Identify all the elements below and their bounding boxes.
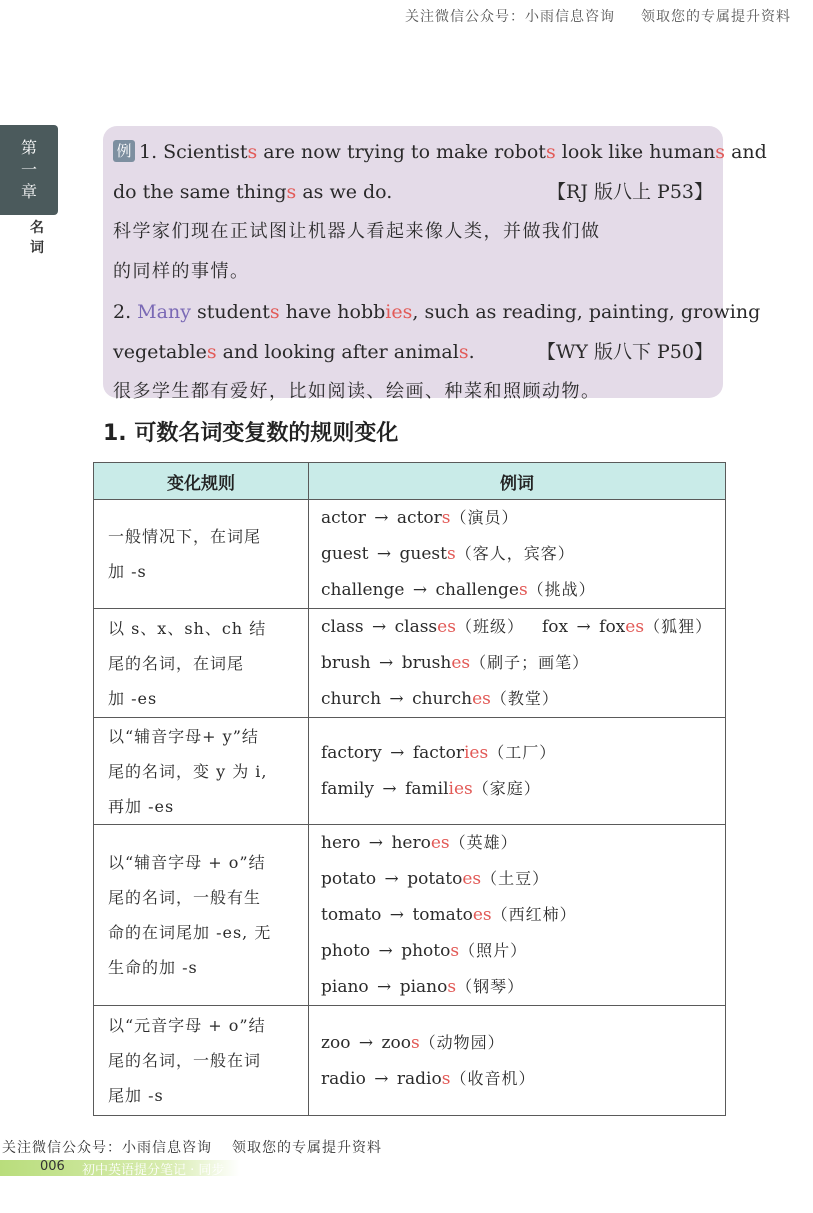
translation: （动物园） — [419, 1032, 505, 1052]
example-line — [321, 645, 717, 681]
bottom-banner-right: 领取您的专属提升资料 — [232, 1140, 382, 1156]
rule-text: 加 -es — [108, 688, 158, 708]
table-row — [94, 718, 726, 825]
plural-stem: challenge — [435, 580, 519, 600]
plural-stem: guest — [399, 544, 447, 564]
sentence-text: as we do. — [296, 181, 393, 203]
bottom-banner — [2, 1137, 382, 1157]
translation: （挑战） — [527, 580, 596, 599]
bottom-banner-left: 关注微信公众号：小雨信息咨询 — [2, 1140, 212, 1156]
example-2-line-1 — [113, 292, 761, 332]
example-line — [321, 861, 717, 897]
plural-ending: s — [247, 141, 258, 163]
rule-cell — [94, 825, 309, 1006]
sentence-text: and looking after animal — [216, 341, 459, 363]
arrow-icon: → — [571, 617, 597, 637]
translation: （土豆） — [481, 869, 550, 888]
table-row — [94, 609, 726, 718]
example-line — [321, 735, 717, 771]
plural-stem: piano — [399, 977, 448, 997]
example-2-translation: 很多学生都有爱好，比如阅读、绘画、种菜和照顾动物。 — [113, 381, 601, 402]
sentence-text: . — [468, 341, 475, 363]
singular-word: church — [321, 689, 382, 709]
arrow-icon: → — [371, 544, 397, 564]
rule-text: 以 s、x、sh、ch 结 — [108, 618, 267, 638]
plural-ending: s — [545, 141, 556, 163]
plural-rules-table — [93, 462, 726, 1116]
arrow-icon: → — [377, 779, 403, 799]
plural-ending: es — [472, 905, 492, 925]
example-1-translation-2: 的同样的事情。 — [113, 261, 250, 282]
example-line — [321, 572, 717, 608]
example-1-source: 【RJ 版八上 P53】 — [547, 181, 713, 203]
singular-word: radio — [321, 1068, 366, 1089]
example-line — [321, 1025, 717, 1061]
example-line — [321, 1061, 717, 1097]
plural-ending: es — [430, 833, 450, 853]
plural-stem: church — [412, 689, 473, 709]
plural-ending: es — [625, 617, 645, 637]
sentence-text: have hobb — [279, 301, 386, 323]
rule-cell — [94, 718, 309, 825]
arrow-icon: → — [407, 580, 433, 600]
sentence-text: 1. Scientist — [139, 141, 248, 163]
plural-stem: potato — [407, 869, 463, 889]
sentence-text: and — [725, 141, 767, 163]
rule-text: 加 -s — [108, 562, 147, 581]
sentence-text: vegetable — [113, 341, 207, 363]
singular-word: potato — [321, 869, 377, 889]
plural-ending: s — [715, 141, 726, 163]
table-row — [94, 825, 726, 1006]
translation: （狐狸） — [644, 617, 713, 636]
example-line — [321, 609, 717, 645]
chapter-tab-char: 一 — [20, 160, 37, 179]
example-line — [321, 897, 717, 933]
translation: （客人，宾客） — [455, 544, 575, 563]
translation: （西红柿） — [491, 905, 577, 924]
examples-cell — [309, 825, 726, 1006]
singular-word: tomato — [321, 905, 382, 925]
example-1-line-2 — [113, 172, 713, 212]
table-row — [94, 500, 726, 609]
arrow-icon: → — [379, 869, 405, 889]
arrow-icon: → — [368, 508, 394, 528]
singular-word: guest — [321, 544, 369, 564]
chapter-tab-char: 章 — [20, 182, 37, 201]
plural-stem: photo — [401, 941, 451, 961]
plural-stem: radio — [396, 1068, 442, 1089]
singular-word: brush — [321, 653, 371, 673]
header-rule: 变化规则 — [94, 463, 309, 500]
rule-text: 尾的名词，变 y 为 i, — [108, 761, 268, 781]
rule-text: 再加 -es — [108, 796, 175, 816]
section-title: 1. 可数名词变复数的规则变化 — [103, 421, 399, 446]
arrow-icon: → — [384, 743, 410, 763]
plural-stem: class — [394, 617, 438, 637]
book-title: 初中英语提分笔记 · 同步 — [82, 1163, 225, 1178]
example-line — [321, 500, 717, 536]
plural-stem: famil — [405, 779, 449, 799]
example-line — [321, 771, 717, 807]
translation: （班级） — [455, 617, 524, 636]
translation: （演员） — [450, 508, 519, 527]
arrow-icon: → — [373, 653, 399, 673]
sentence-text: student — [190, 301, 270, 323]
plural-stem: tomato — [412, 905, 473, 925]
sentence-text: are now trying to make robot — [257, 141, 546, 163]
plural-stem: zoo — [381, 1032, 411, 1053]
singular-word: challenge — [321, 580, 405, 600]
singular-word: piano — [321, 977, 369, 997]
example-1-line-1 — [113, 132, 767, 172]
arrow-icon: → — [384, 689, 410, 709]
rule-cell — [94, 609, 309, 718]
plural-ending: s — [410, 1032, 420, 1053]
plural-ending: es — [437, 617, 456, 637]
singular-word: class — [321, 617, 364, 637]
rule-text: 以“元音字母 + o”结 — [108, 1016, 266, 1035]
sentence-text: , such as reading, painting, growing — [412, 301, 761, 323]
plural-ending: es — [472, 689, 491, 709]
translation: （钢琴） — [456, 977, 525, 996]
plural-ending: s — [269, 301, 280, 323]
example-line — [321, 825, 717, 861]
arrow-icon: → — [371, 977, 397, 997]
chapter-topic-char: 词 — [30, 240, 44, 256]
example-box — [103, 126, 767, 402]
chapter-tab-char: 第 — [20, 138, 37, 157]
plural-ending: ies — [463, 743, 489, 763]
singular-word: fox — [541, 617, 569, 637]
example-1-translation-1: 科学家们现在正试图让机器人看起来像人类，并做我们做 — [113, 221, 601, 242]
plural-ending: s — [450, 941, 460, 961]
example-2-source: 【WY 版八下 P50】 — [536, 341, 713, 363]
translation: （刷子；画笔） — [470, 653, 590, 672]
rule-text: 尾的名词，一般在词 — [108, 1051, 262, 1070]
rule-cell — [94, 1006, 309, 1116]
singular-word: hero — [321, 833, 361, 853]
top-banner — [405, 6, 791, 26]
example-2-english-2 — [113, 341, 475, 363]
rule-text: 尾加 -s — [108, 1086, 164, 1105]
banner-left-text: 关注微信公众号：小雨信息咨询 — [405, 9, 615, 25]
rule-text: 尾的名词，在词尾 — [108, 653, 245, 673]
examples-cell — [309, 609, 726, 718]
plural-ending: s — [447, 977, 457, 997]
chapter-tab — [0, 125, 58, 215]
arrow-icon: → — [363, 833, 389, 853]
example-line — [321, 536, 717, 572]
rule-cell — [94, 500, 309, 609]
translation: （英雄） — [449, 833, 518, 852]
translation: （照片） — [459, 941, 528, 960]
rule-text: 以“辅音字母+ y”结 — [108, 726, 259, 746]
arrow-icon: → — [368, 1068, 394, 1089]
singular-word: actor — [321, 508, 366, 528]
plural-ending: s — [441, 1068, 451, 1089]
highlight-word: Many — [137, 301, 191, 323]
table-header-row — [94, 463, 726, 500]
example-2-english-1 — [113, 301, 760, 323]
singular-word: family — [321, 779, 375, 799]
rule-text: 以“辅音字母 + o”结 — [108, 853, 266, 872]
plural-ending: s — [286, 181, 297, 203]
plural-ending: es — [462, 869, 482, 889]
sentence-text: look like human — [555, 141, 716, 163]
examples-cell — [309, 718, 726, 825]
plural-stem: brush — [401, 653, 452, 673]
example-2-line-2 — [113, 332, 713, 372]
sentence-text: 2. — [113, 301, 138, 323]
singular-word: photo — [321, 941, 371, 961]
example-line — [321, 681, 717, 717]
header-examples: 例词 — [309, 463, 726, 500]
sentence-text: do the same thing — [113, 181, 287, 203]
page-number: 006 — [40, 1159, 65, 1174]
examples-cell — [309, 1006, 726, 1116]
plural-ending: s — [446, 544, 456, 564]
plural-ending: ies — [385, 301, 413, 323]
plural-ending: s — [518, 580, 528, 600]
chapter-topic — [30, 218, 50, 258]
plural-stem: fox — [599, 617, 626, 637]
plural-ending: s — [458, 341, 469, 363]
table-row — [94, 1006, 726, 1116]
example-line — [321, 969, 717, 1005]
singular-word: factory — [321, 743, 382, 763]
arrow-icon: → — [353, 1032, 379, 1053]
translation: （工厂） — [488, 743, 557, 762]
example-1-english-1 — [139, 141, 767, 163]
arrow-icon: → — [384, 905, 410, 925]
arrow-icon: → — [373, 941, 399, 961]
arrow-icon: → — [366, 617, 392, 637]
rule-text: 一般情况下，在词尾 — [108, 527, 262, 546]
plural-ending: s — [206, 341, 217, 363]
example-line — [321, 933, 717, 969]
plural-ending: ies — [448, 779, 473, 799]
plural-stem: hero — [391, 833, 431, 853]
rule-text: 尾的名词，一般有生 — [108, 888, 262, 907]
translation: （家庭） — [472, 779, 541, 798]
plural-ending: es — [451, 653, 471, 673]
rule-text: 命的在词尾加 -es, 无 — [108, 923, 272, 942]
translation: （收音机） — [450, 1068, 536, 1088]
rule-text: 生命的加 -s — [108, 958, 198, 977]
singular-word: zoo — [321, 1032, 351, 1053]
plural-stem: actor — [396, 508, 442, 528]
example-badge: 例 — [113, 140, 135, 162]
banner-right-text: 领取您的专属提升资料 — [641, 9, 791, 25]
examples-cell — [309, 500, 726, 609]
plural-stem: factor — [412, 743, 464, 763]
chapter-topic-char: 名 — [30, 220, 44, 236]
example-1-english-2 — [113, 181, 392, 203]
translation: （教堂） — [490, 689, 559, 708]
plural-ending: s — [441, 508, 451, 528]
